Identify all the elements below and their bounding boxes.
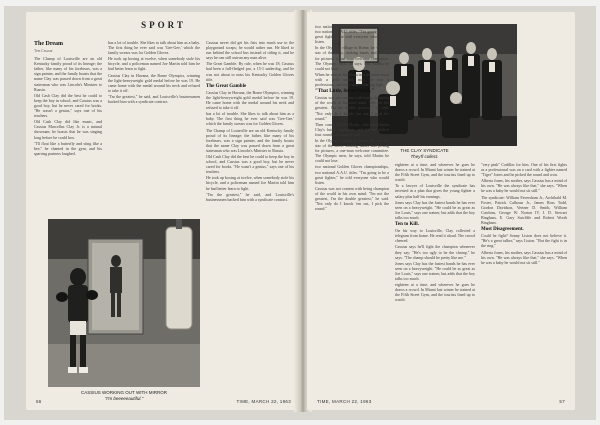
- paragraph: In the Olympic village in Rome, he was the star of the show, shaking hands and posing for pictures, a one-man welcome committee. The Olympic men, he says, told Martin he could not lose.: [315, 137, 389, 164]
- paragraph: Old Cash Clay did the best he could to keep the boy in school, and Cassius was a good boy, but he never cared for books. "He wasn't a genius," says one of his teachers.: [206, 153, 294, 175]
- paragraph: Then came Archie Moore, who had beaten Clay's future opponents, and the kid picked four rounds and won in four.: [315, 121, 389, 137]
- footer-right: TIME, MARCH 22, 1963: [317, 399, 372, 404]
- right-column-1: [315, 24, 389, 404]
- section-header: SPORT: [141, 20, 186, 30]
- subhead: Ten to Kill.: [395, 222, 419, 228]
- paragraph: has a lot of trouble. She likes to talk about him as a baby. The first thing he ever said was 'Gee-Gee,' which the family swears was for Golden Gloves.: [108, 40, 200, 56]
- paragraph: Cassius was not content with being champion of the world in his own mind. "I'm not the greatest, I'm the double greatest," he said. "Not only do I knock 'em out, I pick the round.": [315, 95, 389, 121]
- paragraph: Cassius Clay in Havana, the Rome Olympics, winning the light-heavyweight gold medal before he was 19. He came home with the medal around his neck and refused to take it off.: [108, 72, 200, 93]
- byline: The Champ: [34, 49, 53, 53]
- paragraph: "very pink" Cadillac for him. One of his first fights as a professional was on a card with a fighter named "Tiger" Jones and he picked the round and won.: [481, 162, 567, 178]
- paragraph: Jones says Clay has the fastest hands he has ever seen on a heavyweight. "He could be as great as Joe Louis," says one trainer, but adds that the boy talks too much.: [395, 199, 475, 220]
- footer-left: TIME, MARCH 22, 1963: [236, 399, 291, 404]
- paragraph: Could he fight? Sonny Liston does not believe it. "He's a great talker," says Liston. "But the fight is in the ring.": [481, 233, 567, 249]
- left-column-1: [34, 40, 102, 218]
- paragraph: "I'll float like a butterfly and sting like a bee," he chanted in the gym, and his sparring partners laughed.: [34, 140, 102, 156]
- paragraph: The Great Gamble. By rule, when he was 18, Cassius had been a full-fledged pro, a 15-1 underdog, and he was not about to miss his Kentucky Golden Gloves title.: [206, 61, 294, 82]
- paragraph: The Champ of Louisville are an old Kentucky family proud of its lineage; the father, like many of his forebears, was a sign painter, and the family boasts that the name Clay was passed down from a great statesman who was Lincoln's Minister to Russia.: [206, 127, 294, 153]
- subhead: Most Disagreement.: [481, 227, 524, 233]
- subhead: The Great Gamble: [206, 83, 247, 89]
- paragraph: eighteen at a time, and wherever he goes he draws a crowd. In Miami last winter he trained at the Fifth Street Gym, and the tourists lined up to watch.: [395, 162, 475, 183]
- left-page: [26, 12, 301, 410]
- paragraph: He took up boxing at twelve, when somebody stole his bicycle, and a policeman named Joe Martin told him he had better learn to fight.: [108, 56, 200, 72]
- page-number-left: 56: [36, 399, 42, 404]
- paragraph: Cassius says he'll fight the champion whenever they say; "He's too ugly to be the champ," he says. "The champ should be pretty like me.": [395, 244, 475, 260]
- paragraph: Cassius was not content with being champion of the world in his own mind. "I'm not the greatest, I'm the double greatest," he said. "Not only do I knock 'em out, I pick the round.": [315, 185, 389, 212]
- right-column-2: [395, 162, 475, 404]
- paragraph: eighteen at a time, and wherever he goes he draws a crowd. In Miami last winter he trained at the Fifth Street Gym, and the tourists lined up to watch.: [395, 282, 475, 303]
- boxer-photo-image: [48, 219, 200, 387]
- paragraph: Cassius Clay in Havana, the Rome Olympics, winning the light-heavyweight gold medal before he was 19. He came home with the medal around his neck and refused to take it off.: [206, 89, 294, 111]
- paragraph: He took up boxing at twelve, when somebody stole his bicycle, and a policeman named Joe Martin told him he had better learn to fight.: [206, 175, 294, 191]
- paragraph: Cassius never did get his fists into much use in the playground scraps; he would rather run. He liked to run behind the school bus instead of riding it, and he says he can still outrun any man alive.: [206, 40, 294, 61]
- caption-title: THE CLAY SYNDICATE: [400, 148, 449, 153]
- caption-subtitle: They'll collect.: [410, 154, 439, 159]
- paragraph: On his way to Louisville, Clay collected a telegram from home. He read it aloud. The crowd cheered.: [395, 228, 475, 244]
- paragraph: When he won at San Francisco he came away with a gold medal; now he was a professional, and they wanted the big fight.: [315, 71, 389, 88]
- paragraph: The Champ of Louisville are an old Kentucky family proud of its lineage; the father, like many of his forebears, was a sign painter, and the family boasts that the name Clay was passed down from a great statesman who was Lincoln's Minister to Russia.: [34, 56, 102, 92]
- right-column-3: [481, 162, 567, 404]
- left-column-3: [206, 40, 294, 398]
- paragraph: has a lot of trouble. She likes to talk about him as a baby. The first thing he ever said was 'Gee-Gee,' which the family swears was for Golden Gloves.: [206, 111, 294, 127]
- page-number-right: 57: [559, 399, 565, 404]
- paragraph: In the Olympic village in Rome, he was the star of the show, shaking hands and posing for pictures, a one-man welcome committee. The Olympic men, he says, told Martin he could not lose.: [315, 45, 389, 71]
- paragraph: Alberta Jones, his mother, says Cassius has a mind of his own. "He was always like that," she says. "When he was a baby he would not sit still.": [481, 178, 567, 194]
- paragraph: two national Golden Gloves championships, two national A.A.U. titles. "I'm going to be a great fighter," he told everyone who would listen.: [315, 164, 389, 185]
- paragraph: "I'm the greatest," he said, and Louisville's businessmen backed him with a syndicate contract.: [206, 191, 294, 202]
- paragraph: Old Cash Clay did the best he could to keep the boy in school, and Cassius was a good boy, but he never cared for books. "He wasn't a genius," says one of his teachers.: [34, 92, 102, 119]
- magazine-spread: [4, 6, 596, 420]
- boxer-photo-caption: [48, 390, 200, 402]
- paragraph: two national Golden Gloves championships, two national A.A.U. titles. "I'm going to be a great fighter," he told everyone who would listen.: [315, 24, 389, 45]
- paragraph: To a lawyer of Louisville the syndicate has invested in a plan that gives the young fighter a salary plus half his earnings.: [395, 183, 475, 199]
- right-page: [307, 12, 575, 410]
- paragraph: Alberta Jones, his mother, says Cassius has a mind of his own. "He was always like that," she says. "When he was a baby he would not sit still.": [481, 249, 567, 265]
- caption-subtitle: "I'm beeeeeautiful.": [104, 396, 144, 401]
- caption-title: CASSIUS WORKING OUT WITH MIRROR: [81, 390, 167, 395]
- boxer-photo: [48, 219, 200, 387]
- left-column-2: [108, 40, 200, 218]
- paragraph: "I'm the greatest," he said, and Louisville's businessmen backed him with a syndicate contract.: [108, 93, 200, 105]
- paragraph: Old Cash Clay did like music, and Cassius Marcellus Clay Jr. is a natural showman; he boasts that he was singing long before he could box.: [34, 119, 102, 140]
- paragraph: Jones says Clay has the fastest hands he has ever seen on a heavyweight. "He could be as great as Joe Louis," says one trainer, but adds that the boy talks too much.: [395, 260, 475, 281]
- paragraph: The syndicate: William Faversham Jr., Archibald M. Foster, Patrick Calhoun Jr., James Ross Todd, Gordon Davidson, Vertner D. Smith, William Cutchins, George W. Norton IV, J. D. Stewart Bingham, E. Gary Sutcliffe and Robert Worth Bingham.: [481, 194, 567, 226]
- article-title: The Dream: [34, 41, 64, 47]
- subhead: "That Little, Smart Aleck.": [315, 89, 375, 95]
